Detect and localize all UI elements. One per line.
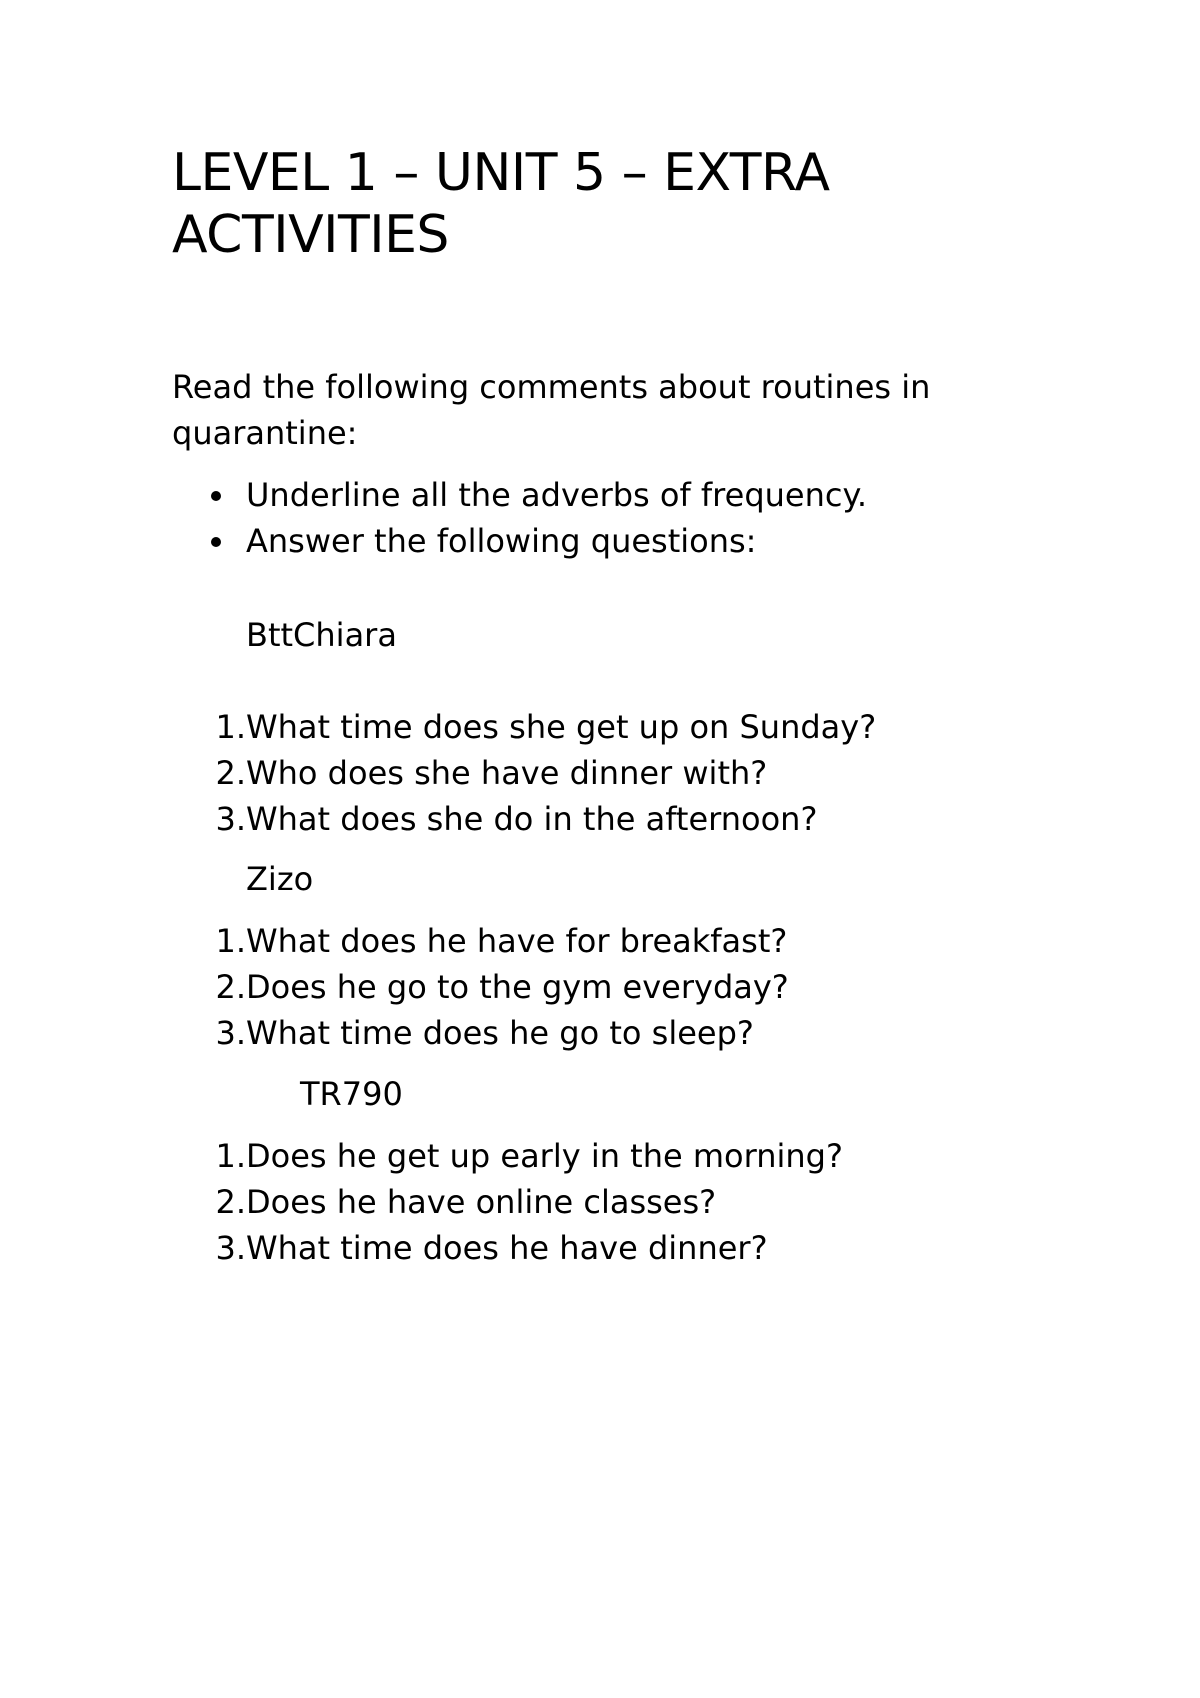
question-item xyxy=(172,964,789,1010)
question-number: 1. xyxy=(215,708,246,746)
question-number: 2. xyxy=(215,968,246,1006)
question-list xyxy=(172,1133,843,1271)
question-text: What does she do in the afternoon? xyxy=(246,800,818,838)
question-text: What time does he have dinner? xyxy=(246,1229,768,1267)
question-number: 3. xyxy=(215,1229,246,1267)
question-number: 2. xyxy=(215,754,246,792)
intro-text: Read the following comments about routines in quarantine: xyxy=(172,368,931,452)
question-text: What time does she get up on Sunday? xyxy=(246,708,877,746)
person-name: TR790 xyxy=(300,1075,403,1113)
question-item xyxy=(172,918,789,964)
question-text: What time does he go to sleep? xyxy=(246,1014,754,1052)
question-item xyxy=(172,704,876,750)
question-item xyxy=(172,1179,843,1225)
question-item xyxy=(172,1133,843,1179)
instruction-item xyxy=(172,472,867,518)
person-name: BttChiara xyxy=(246,616,397,654)
question-number: 2. xyxy=(215,1183,246,1221)
question-text: Does he go to the gym everyday? xyxy=(246,968,789,1006)
question-text: Who does she have dinner with? xyxy=(246,754,768,792)
person-name: Zizo xyxy=(246,860,314,898)
question-list xyxy=(172,918,789,1056)
question-text: What does he have for breakfast? xyxy=(246,922,788,960)
instruction-item xyxy=(172,518,867,564)
bullet-icon xyxy=(211,491,221,501)
question-item xyxy=(172,796,876,842)
question-list xyxy=(172,704,876,842)
question-text: Does he have online classes? xyxy=(246,1183,717,1221)
question-item xyxy=(172,750,876,796)
question-item xyxy=(172,1225,843,1271)
instruction-list xyxy=(172,472,867,564)
question-number: 3. xyxy=(215,1014,246,1052)
question-item xyxy=(172,1010,789,1056)
instruction-text: Underline all the adverbs of frequency. xyxy=(246,476,868,514)
question-number: 3. xyxy=(215,800,246,838)
page-title: LEVEL 1 – UNIT 5 – EXTRA ACTIVITIES xyxy=(172,143,830,265)
question-number: 1. xyxy=(215,1137,246,1175)
instruction-text: Answer the following questions: xyxy=(246,522,757,560)
question-number: 1. xyxy=(215,922,246,960)
bullet-icon xyxy=(211,537,221,547)
question-text: Does he get up early in the morning? xyxy=(246,1137,843,1175)
